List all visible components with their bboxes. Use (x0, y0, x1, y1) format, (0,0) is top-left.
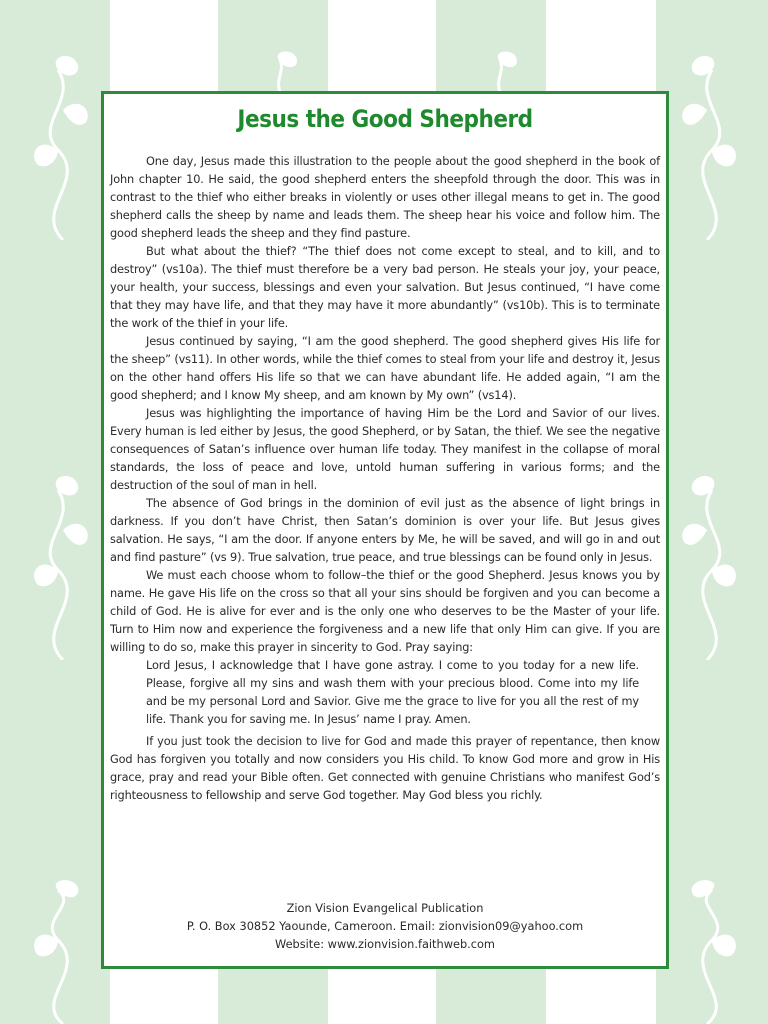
publisher-website: Website: www.zionvision.faithweb.com (275, 937, 495, 951)
publisher-address: P. O. Box 30852 Yaounde, Cameroon. Email: zionvision09@yahoo.com (186, 919, 584, 933)
paragraph: Jesus was highlighting the importance of having Him be the Lord and Savior of our lives. Every human is led either by Jesus, the good Shepherd, or by Satan, the thief. We see the negative consequences of Satan’s influence over human life today. They manifest in the collapse of moral standards, the loss of peace and love, untold human suffering in various forms; and the destruction of the soul of man in hell. (110, 406, 660, 492)
vine-leaf-icon (255, 50, 305, 92)
paragraph: The absence of God brings in the dominion of evil just as the absence of light brings in darkness. If you don’t have Christ, then Satan’s dominion is over your life. But Jesus gives salvation. He says, “I am the door. If anyone enters by Me, he will be saved, and will go in and out and find pasture” (vs 9). True salvation, true peace, and true blessings can be found only in Jesus. (110, 496, 660, 564)
paragraph: One day, Jesus made this illustration to the people about the good shepherd in the book of John chapter 10. He said, the good shepherd enters the sheepfold through the door. This was in contrast to the thief who either breaks in violently or uses other illegal means to get in. The good shepherd calls the sheep by name and leads them. The sheep hear his voice and follow him. The good shepherd leads the sheep and they find pasture. (110, 154, 660, 240)
vine-leaf-icon (18, 880, 98, 1024)
vine-leaf-icon (672, 470, 752, 660)
vine-leaf-icon (672, 880, 752, 1024)
tract-card (101, 91, 669, 969)
paragraph: We must each choose whom to follow–the thief or the good Shepherd. Jesus knows you by name. He gave His life on the cross so that all your sins should be forgiven and you can become a child of God. He is alive for ever and is the only one who deserves to be the Master of your life. Turn to Him now and experience the forgiveness and a new life that only Him can give. If you are willing to do so, make this prayer in sincerity to God. Pray saying: (110, 568, 660, 654)
vine-leaf-icon (475, 50, 525, 92)
publisher-footer (104, 899, 666, 953)
paragraph: But what about the thief? “The thief does not come except to steal, and to kill, and to destroy” (vs10a). The thief must therefore be a very bad person. He steals your joy, your peace, your health, your success, blessings and even your salvation. But Jesus continued, “I have come that they may have life, and that they may have it more abundantly” (vs10b). This is to terminate the work of the thief in your life. (110, 244, 660, 330)
page-title: Jesus the Good Shepherd (237, 105, 533, 133)
vine-leaf-icon (672, 50, 752, 240)
closing-paragraph: If you just took the decision to live for God and made this prayer of repentance, then know God has forgiven you totally and now considers you His child. To know God more and grow in His grace, pray and read your Bible often. Get connected with genuine Christians who manifest God’s righteousness to fellowship and serve God together. May God bless you richly. (110, 734, 660, 802)
prayer-block: Lord Jesus, I acknowledge that I have gone astray. I come to you today for a new life. Please, forgive all my sins and wash them with your precious blood. Come into my life and be my personal Lord and Savior. Give me the grace to live for you all the rest of my life. Thank you for saving me. In Jesus’ name I pray. Amen. (146, 658, 639, 726)
paragraph: Jesus continued by saying, “I am the good shepherd. The good shepherd gives His life for the sheep” (vs11). In other words, while the thief comes to steal from your life and destroy it, Jesus on the other hand offers His life so that we can have abundant life. He added again, “I am the good shepherd; and I know My sheep, and am known by My own” (vs14). (110, 334, 660, 402)
vine-leaf-icon (18, 50, 98, 240)
tract-body (110, 152, 660, 804)
vine-leaf-icon (18, 470, 98, 660)
publisher-name: Zion Vision Evangelical Publication (286, 901, 484, 915)
